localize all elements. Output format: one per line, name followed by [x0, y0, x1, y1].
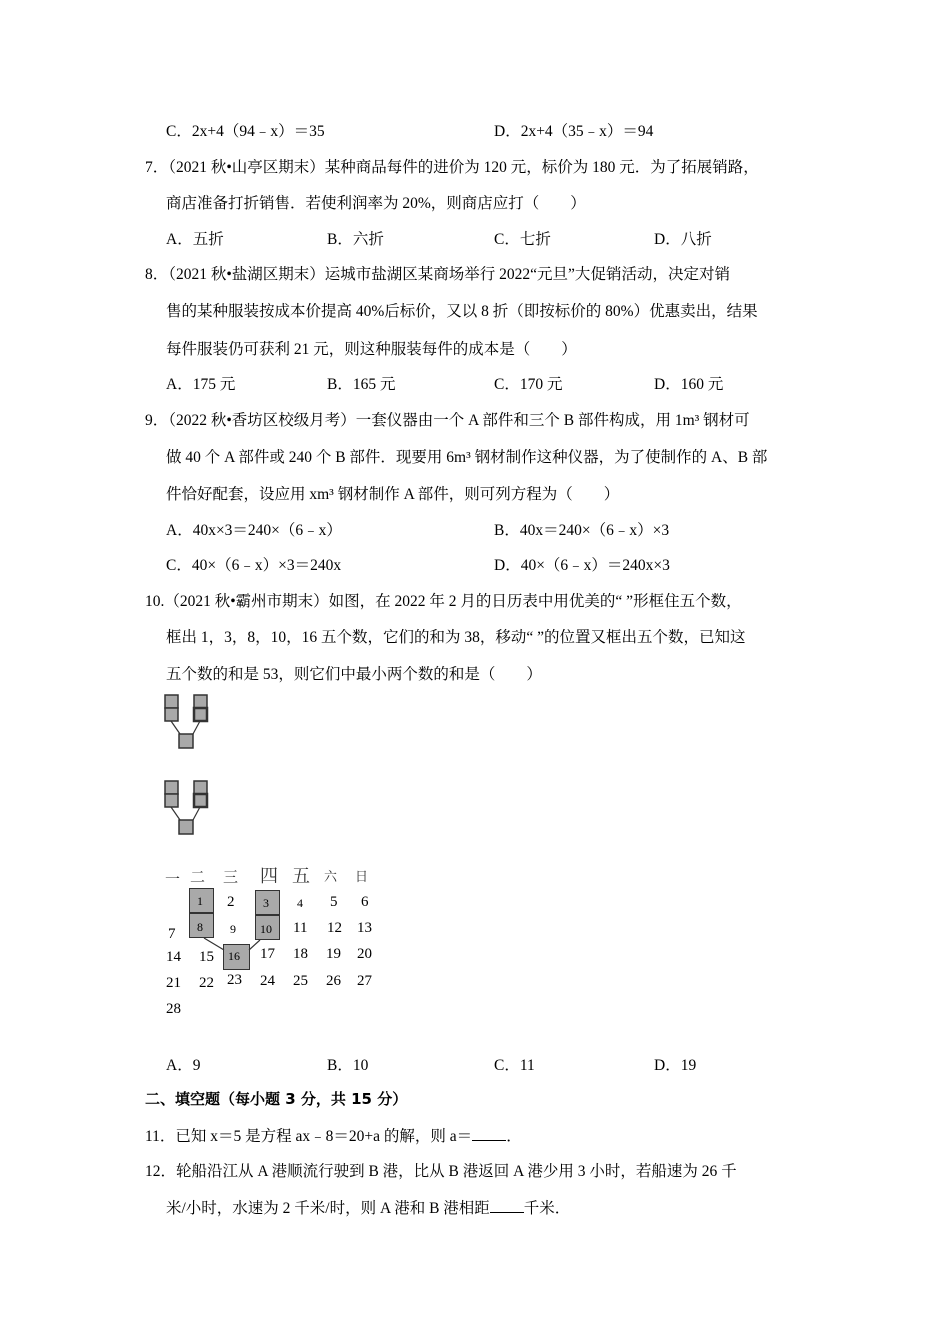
q8-line-3: 每件服装仍可获利 21 元，则这种服装每件的成本是（ ） — [166, 341, 577, 358]
q6-option-d: D．2x+4（35﹣x）＝94 — [494, 123, 654, 140]
calendar-day: 18 — [293, 946, 308, 962]
calendar-day: 25 — [293, 973, 308, 989]
calendar-weekday: 日 — [355, 869, 369, 884]
calendar-day: 24 — [260, 973, 275, 989]
calendar-day: 13 — [357, 920, 372, 936]
calendar-day: 14 — [166, 949, 181, 965]
q11-text: 11．已知 x＝5 是方程 ax﹣8＝20+a 的解，则 a＝ — [145, 1128, 473, 1145]
q7-option-c: C．七折 — [494, 231, 551, 248]
q9-option-b: B．40x＝240×（6﹣x）×3 — [494, 522, 670, 539]
q9-option-a: A．40x×3＝240×（6﹣x） — [166, 522, 342, 539]
calendar-day: 2 — [227, 894, 235, 910]
calendar-weekday: 二 — [190, 870, 206, 886]
calendar-day: 26 — [326, 973, 341, 989]
calendar-day: 20 — [357, 946, 372, 962]
calendar-weekday: 六 — [324, 869, 338, 884]
calendar-day: 6 — [361, 894, 369, 910]
calendar-weekday: 四 — [260, 866, 278, 886]
calendar-day: 10 — [260, 922, 272, 936]
calendar-day: 17 — [260, 946, 275, 962]
q6-option-c: C．2x+4（94﹣x）＝35 — [166, 123, 325, 140]
calendar-day: 16 — [228, 949, 240, 963]
q11-text-end: ． — [506, 1128, 522, 1145]
calendar-day: 22 — [199, 975, 214, 991]
q10-option-b: B．10 — [327, 1057, 369, 1074]
q9-line-2: 做 40 个 A 部件或 240 个 B 部件．现要用 6m³ 钢材制作这种仪器，为了使制作的 A、B 部 — [166, 449, 768, 466]
q10-option-a: A．9 — [166, 1057, 201, 1074]
q12-text: 米/小时，水速为 2 千米/时，则 A 港和 B 港相距 — [166, 1200, 490, 1217]
q12-line-1: 12．轮船沿江从 A 港顺流行驶到 B 港，比从 B 港返回 A 港少用 3 小时，若船速为 26 千 — [145, 1163, 737, 1180]
calendar-weekday: 一 — [165, 872, 181, 888]
q10-option-c: C．11 — [494, 1057, 535, 1074]
calendar-day: 21 — [166, 975, 181, 991]
calendar-day: 12 — [327, 920, 342, 936]
calendar-day: 4 — [297, 896, 303, 910]
calendar-day: 3 — [263, 896, 269, 910]
calendar-day: 27 — [357, 973, 372, 989]
q9-option-d: D．40×（6﹣x）＝240x×3 — [494, 557, 670, 574]
q8-line-2: 售的某种服装按成本价提高 40%后标价，又以 8 折（即按标价的 80%）优惠卖出，结果 — [166, 303, 758, 320]
q7-option-a: A．五折 — [166, 231, 224, 248]
section-heading: 二、填空题（每小题 3 分，共 15 分） — [145, 1090, 408, 1108]
q12-line-2 — [166, 1196, 570, 1218]
u-frame-icon — [164, 694, 214, 750]
calendar-day: 19 — [326, 946, 341, 962]
q7-line-2: 商店准备打折销售．若使利润率为 20%，则商店应打（ ） — [166, 195, 586, 212]
calendar-figure — [160, 860, 390, 1025]
calendar-day: 28 — [166, 1001, 181, 1017]
q7-option-b: B．六折 — [327, 231, 384, 248]
calendar-day: 23 — [227, 972, 242, 988]
q10-option-d: D．19 — [654, 1057, 697, 1074]
q9-line-3: 件恰好配套，设应用 xm³ 钢材制作 A 部件，则可列方程为（ ） — [166, 486, 620, 503]
q8-option-d: D．160 元 — [654, 376, 724, 393]
calendar-day: 9 — [230, 922, 236, 936]
answer-blank[interactable] — [490, 1198, 524, 1213]
q9-line-1: 9．（2022 秋•香坊区校级月考）一套仪器由一个 A 部件和三个 B 部件构成，用 1m³ 钢材可 — [145, 412, 750, 429]
q7-line-1: 7．（2021 秋•山亭区期末）某种商品每件的进价为 120 元，标价为 180 元．为了拓展销路， — [145, 159, 759, 176]
q8-option-c: C．170 元 — [494, 376, 563, 393]
calendar-day: 5 — [330, 894, 338, 910]
calendar-day: 11 — [293, 920, 308, 936]
calendar-weekday: 三 — [223, 870, 239, 886]
q7-option-d: D．八折 — [654, 231, 712, 248]
q8-option-a: A．175 元 — [166, 376, 236, 393]
q8-line-1: 8．（2021 秋•盐湖区期末）运城市盐湖区某商场举行 2022“元旦”大促销活动，决定对销 — [145, 266, 730, 283]
q9-option-c: C．40×（6﹣x）×3＝240x — [166, 557, 342, 574]
u-frame-icon — [164, 780, 214, 836]
calendar-day: 15 — [199, 949, 214, 965]
q10-line-3: 五个数的和是 53，则它们中最小两个数的和是（ ） — [166, 666, 542, 683]
answer-blank[interactable] — [472, 1126, 506, 1141]
q12-text-end: 千米． — [523, 1200, 571, 1217]
calendar-day: 1 — [197, 894, 203, 908]
q10-line-1: 10.（2021 秋•霸州市期末）如图，在 2022 年 2 月的日历表中用优美的“ ”形框住五个数， — [145, 593, 742, 610]
calendar-day: 7 — [168, 926, 176, 942]
q10-line-2: 框出 1，3，8，10，16 五个数，它们的和为 38，移动“ ”的位置又框出五个数，已知这 — [166, 629, 746, 646]
q8-option-b: B．165 元 — [327, 376, 396, 393]
calendar-day: 8 — [197, 920, 203, 934]
q11-line — [145, 1124, 522, 1146]
calendar-weekday: 五 — [292, 866, 310, 886]
